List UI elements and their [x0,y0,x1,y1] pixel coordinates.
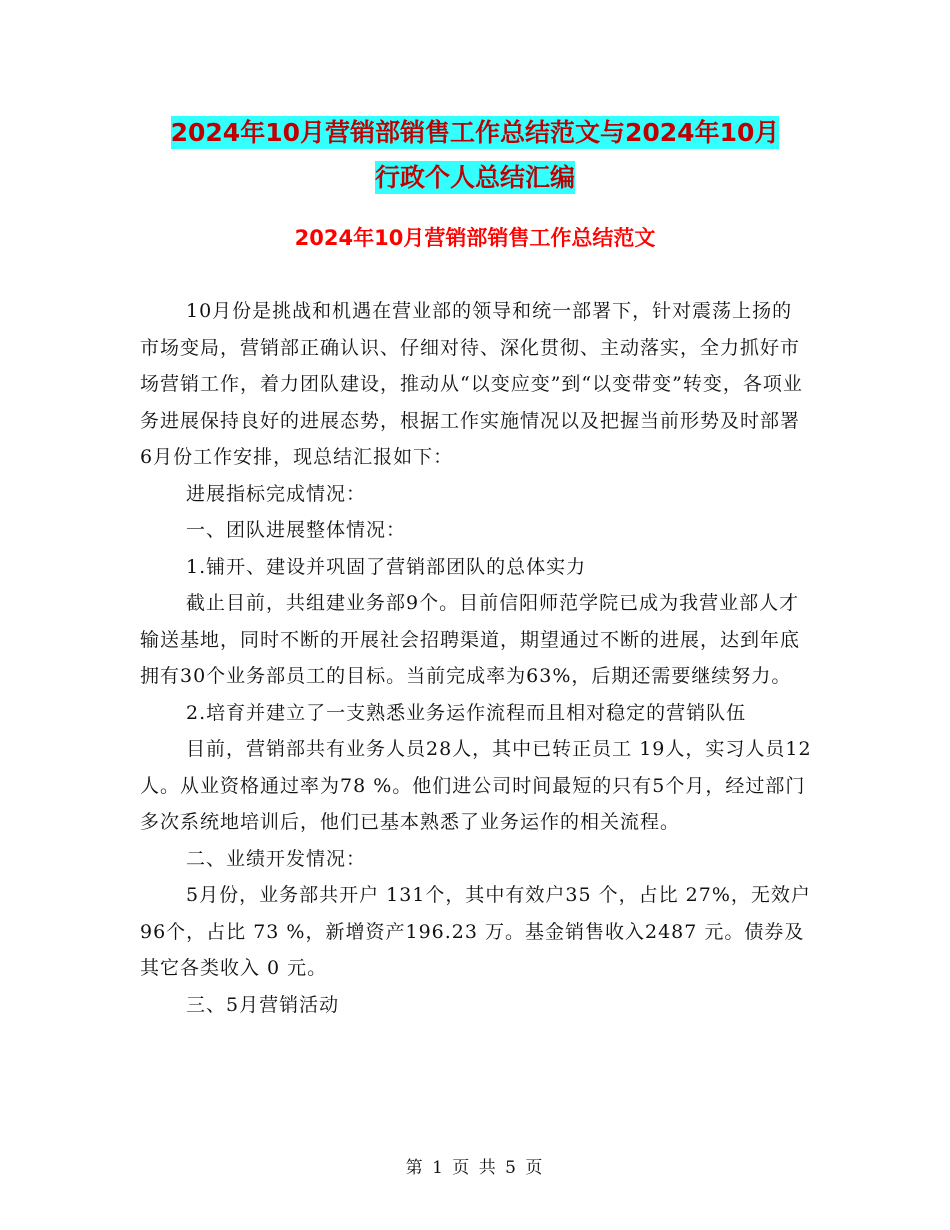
paragraph-staff-detail: 目前，营销部共有业务人员28人，其中已转正员工 19人，实习人员12人。从业资格通过率为78 %。他们进公司时间最短的只有5个月，经过部门多次系统地培训后，他们已基本熟悉了业务运作的相关流程。 [140,738,812,833]
paragraph-item-2: 2.培育并建立了一支熟悉业务运作流程而且相对稳定的营销队伍 [186,701,747,724]
section-title: 2024年10月营销部销售工作总结范文 [294,226,656,250]
body-text [140,293,812,1023]
paragraph-heading-progress: 进展指标完成情况： [186,482,367,505]
document-title-line-2: 行政个人总结汇编 [374,163,575,192]
paragraph-heading-team: 一、团队进展整体情况： [186,519,407,541]
paragraph-intro: 10月份是挑战和机遇在营业部的领导和统一部署下，针对震荡上扬的市场变局，营销部正确认识、仔细对待、深化贯彻、主动落实，全力抓好市场营销工作，着力团队建设，推动从“以变应变”到“以变带变”转变，各项业务进展保持良好的进展态势，根据工作实施情况以及把握当前形势及时部署6月份工作安排，现总结汇报如下： [140,300,803,468]
paragraph-performance-detail: 5月份，业务部共开户 131个，其中有效户35 个，占比 27%，无效户 96个，占比 73 %，新增资产196.23 万。基金销售收入2487 元。债券及其它各类收入 0 元。 [140,884,811,979]
document-title [120,110,830,200]
paragraph-item-1: 1.铺开、建设并巩固了营销部团队的总体实力 [186,555,587,578]
paragraph-heading-performance: 二、业绩开发情况： [186,847,367,870]
page-footer: 第 1 页 共 5 页 [405,1158,545,1178]
paragraph-heading-activities: 三、5月营销活动 [186,993,340,1016]
document-title-line-1: 2024年10月营销部销售工作总结范文与2024年10月 [170,118,780,147]
paragraph-team-detail: 截止目前，共组建业务部9个。目前信阳师范学院已成为我营业部人才输送基地，同时不断的开展社会招聘渠道，期望通过不断的进展，达到年底拥有30个业务部员工的目标。当前完成率为63%，后期还需要继续努力。 [140,592,801,687]
